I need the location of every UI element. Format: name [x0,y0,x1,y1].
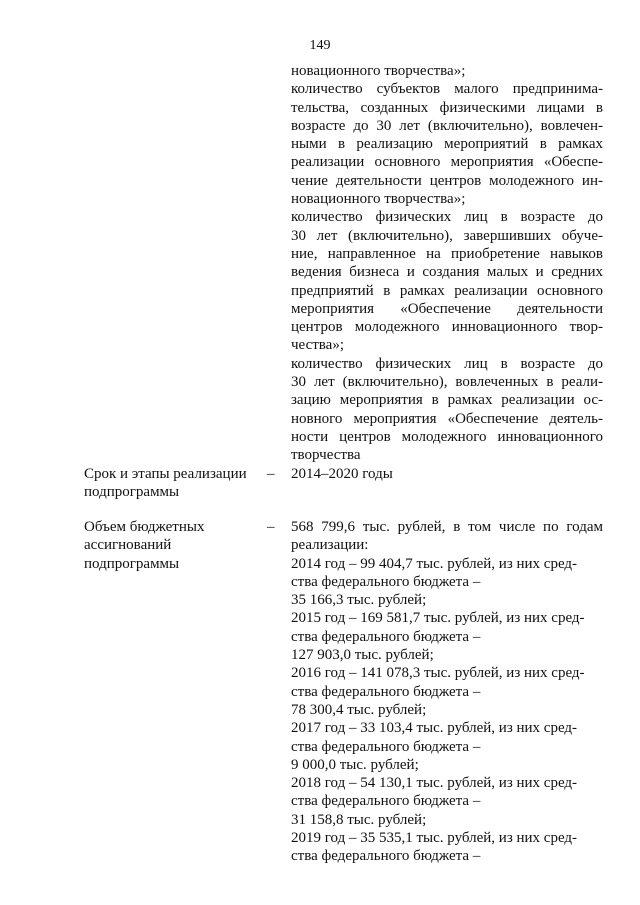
indicator-text-line: чества»; [291,337,344,354]
budget-value-line: 127 903,0 тыс. рублей; [291,647,434,664]
term-label-line: подпрограммы [84,484,180,501]
indicator-text-line: количество физических лиц в возрасте до [291,355,603,372]
budget-value-line: 2017 год – 33 103,4 тыс. рублей, из них сред- [291,720,578,737]
budget-value-line: 568 799,6 тыс. рублей, в том числе по годам [291,519,603,535]
indicator-text-line: тельства, созданных физическими лицами в [291,99,603,116]
indicators-text-block [291,62,603,465]
indicator-text-line: количество физических лиц в возрасте до [291,209,603,226]
indicator-text-line: 30 лет (включительно), завершивших обуче- [291,227,603,244]
budget-value-line: ства федерального бюджета – [291,573,481,590]
budget-value-line: 2019 год – 35 535,1 тыс. рублей, из них сред- [291,830,578,847]
budget-value-line: 2016 год – 141 078,3 тыс. рублей, из них сред- [291,665,585,682]
budget-label-line: Объем бюджетных [84,519,205,535]
indicator-text-line: творчества [291,447,361,464]
indicator-text-line: новного мероприятия «Обеспечение деятель- [291,410,603,427]
indicator-text-line: чение деятельности центров молодежного ин- [291,172,603,189]
budget-label-line: ассигнований [84,537,172,554]
indicator-text-line: реализации основного мероприятия «Обеспе- [291,154,603,171]
budget-label [84,518,256,573]
budget-value-line: ства федерального бюджета – [291,793,481,810]
budget-value-line: ства федерального бюджета – [291,683,481,700]
term-label [84,465,256,502]
indicator-text-line: 30 лет (включительно), вовлеченных в реали- [291,374,603,391]
indicator-text-line: центров молодежного инновационного твор- [291,319,603,336]
budget-label-line: подпрограммы [84,555,180,572]
term-value [291,465,603,483]
budget-value-line: 78 300,4 тыс. рублей; [291,701,427,718]
budget-value-line: реализации: [291,537,369,554]
budget-value-line: ства федерального бюджета – [291,848,481,865]
indicator-text-line: зацию мероприятия в рамках реализации ос- [291,392,603,409]
indicator-text-line: ведения бизнеса и создания малых и средних [291,264,603,281]
indicator-text-line: предприятий в рамках реализации основного [291,282,603,299]
budget-value-line: ства федерального бюджета – [291,738,481,755]
indicator-text-line: возрасте до 30 лет (включительно), вовлечен- [291,117,603,134]
indicator-text-line: ными в реализацию мероприятий в рамках [291,136,603,153]
budget-value-line: 31 158,8 тыс. рублей; [291,811,427,828]
indicator-text-line: количество субъектов малого предпринима- [291,81,603,98]
budget-value-line: 2015 год – 169 581,7 тыс. рублей, из них сред- [291,610,585,627]
budget-value-line: 2018 год – 54 130,1 тыс. рублей, из них сред- [291,775,578,792]
indicator-text-line: ние, направленное на приобретение навыков [291,245,603,262]
budget-value-line: 2014 год – 99 404,7 тыс. рублей, из них сред- [291,555,578,572]
budget-value-line: 9 000,0 тыс. рублей; [291,756,419,773]
term-dash: – [267,466,275,482]
term-value-line: 2014–2020 годы [291,466,393,482]
indicator-text-line: ности центров молодежного инновационного [291,428,603,445]
budget-value-line: 35 166,3 тыс. рублей; [291,592,427,609]
term-label-line: Срок и этапы реализации [84,466,247,482]
indicator-text-line: мероприятия «Обеспечение деятельности [291,300,603,317]
budget-value [291,518,603,866]
indicator-text-line: новационного творчества»; [291,63,466,79]
budget-value-line: ства федерального бюджета – [291,628,481,645]
indicator-text-line: новационного творчества»; [291,191,466,208]
budget-dash: – [267,519,275,535]
page-number: 149 [309,38,331,53]
